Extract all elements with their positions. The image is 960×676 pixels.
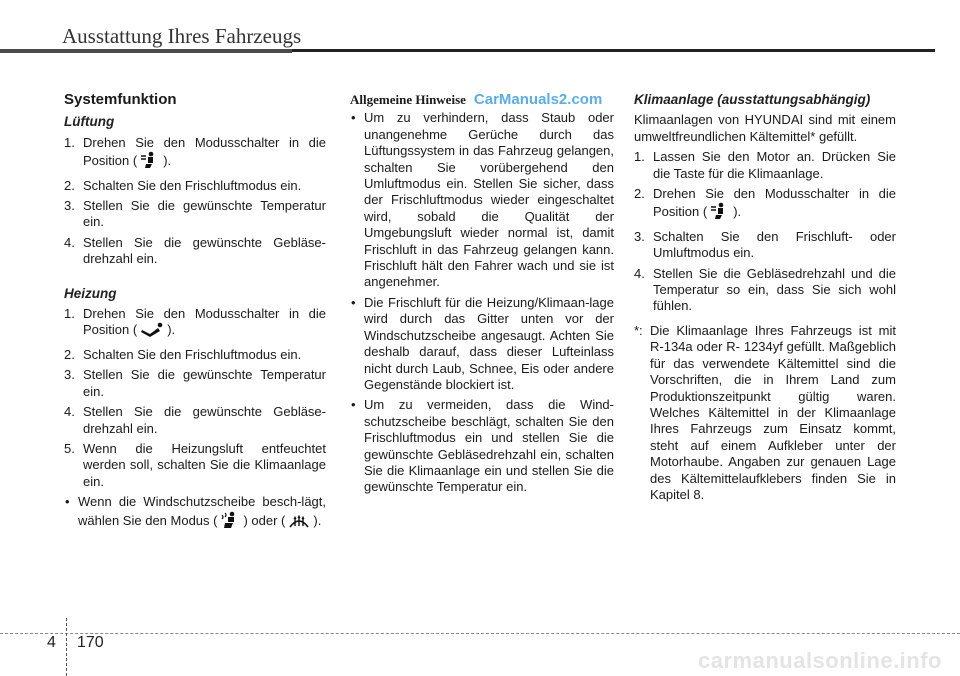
list-item: 1. Drehen Sie den Modusschalter in die Position ( ). [64,306,326,343]
heading-systemfunktion: Systemfunktion [64,91,177,108]
face-vent-icon [140,151,160,173]
list-item: 4. Stellen Sie die gewünschte Gebläse-drehzahl ein. [64,234,326,267]
defrost-icon [288,513,310,533]
footer-rule [0,633,960,634]
section-number: 4 [47,634,56,651]
list-item: • Um zu vermeiden, dass die Wind-schutzscheibe beschlägt, schalten Sie den Frischluftmodus ein und stellen Sie die gewünschte Gebläsedrehzahl ein, schalten Sie die Klimaanlage ein und stellen Sie die gewünschte Temperatur ein. [351,397,614,495]
list-item: 1. Drehen Sie den Modusschalter in die Position ( ). [64,135,326,174]
heading-allgemeine-hinweise: Allgemeine Hinweise [350,92,466,107]
watermark-carmanuals[interactable]: CarManuals2.com [473,91,603,108]
list-item: 4. Stellen Sie die Gebläsedrehzahl und die Temperatur so ein, dass Sie sich wohl fühlen. [634,265,896,314]
list-item: 2. Schalten Sie den Frischluftmodus ein. [64,177,302,193]
list-item: 3. Schalten Sie den Frischluft- oder Umluftmodus ein. [634,228,896,261]
column-systemfunktion [64,92,326,537]
list-item: 3. Stellen Sie die gewünschte Temperatur ein. [64,367,326,399]
list-item: 5. Wenn die Heizungsluft entfeuchtet werden soll, schalten Sie die Klimaanlage ein. [64,440,326,489]
list-item: • Um zu verhindern, dass Staub oder unangenehme Gerüche durch das Lüftungssystem in das Fahrzeug gelangen, schalten Sie vorübergehend den Umluftmodus ein. Stellen Sie sicher, dass der Frischluftmodus wieder eingeschaltet wird, sobald die Qualität der Umgebungsluft wieder normal ist, damit Frischluft in das Fahrzeug gelangen kann. Frischluft hält den Fahrer wach und sie ist angenehmer. [351,110,614,290]
footer-divider [66,618,67,676]
intro-paragraph: Klimaanlagen von HYUNDAI sind mit einem umweltfreundlichen Kältemittel* gefüllt. [634,112,896,144]
heading-klimaanlage: Klimaanlage (ausstattungsabhängig) [634,92,871,107]
floor-defrost-icon [220,511,240,533]
list-item: • Die Frischluft für die Heizung/Klimaan-lage wird durch das Gitter unten vor der Windschutzscheibe angesaugt. Achten Sie deshalb darauf, dass dieser Lufteinlass nicht durch Laub, Schnee, Eis oder andere Gegenstände blockiert ist. [351,294,614,392]
list-item: 3. Stellen Sie die gewünschte Temperatur ein. [64,198,326,230]
floor-vent-icon [140,322,164,342]
column-allgemeine-hinweise [350,92,614,500]
list-item: 1. Lassen Sie den Motor an. Drücken Sie die Taste für die Klimaanlage. [634,149,896,181]
footnote: *: Die Klimaanlage Ihres Fahrzeugs ist mit R-134a oder R- 1234yf gefüllt. Maßgeblich für das verwendete Kältemittel sind die Vorschriften, die in Ihrem Land zum Produktionszeitpunkt gültig waren. Welches Kältemittel in der Klimaanlage Ihres Fahrzeugs zum Einsatz kommt, steht auf einem Aufkleber unter der Motorhaube. Angaben zur genauen Lage des Kältemittelaufklebers finden Sie in Kapitel 8. [634,322,896,502]
list-item: 2. Drehen Sie den Modusschalter in die Position ( ). [634,186,896,225]
site-watermark[interactable]: carmanualsonline.info [698,648,942,673]
face-vent-icon [710,202,730,224]
header-rule-accent [0,49,292,53]
list-item: 4. Stellen Sie die gewünschte Gebläse-drehzahl ein. [64,404,326,436]
page-header-title: Ausstattung Ihres Fahrzeugs [62,24,302,48]
list-item: • Wenn die Windschutzscheibe besch-lägt, wählen Sie den Modus ( ) oder ( ). [64,494,326,533]
heading-lueftung: Lüftung [64,114,115,130]
column-klimaanlage [634,92,896,503]
list-item: 2. Schalten Sie den Frischluftmodus ein. [64,346,302,362]
page-number: 170 [77,634,104,651]
heading-heizung: Heizung [64,285,117,301]
